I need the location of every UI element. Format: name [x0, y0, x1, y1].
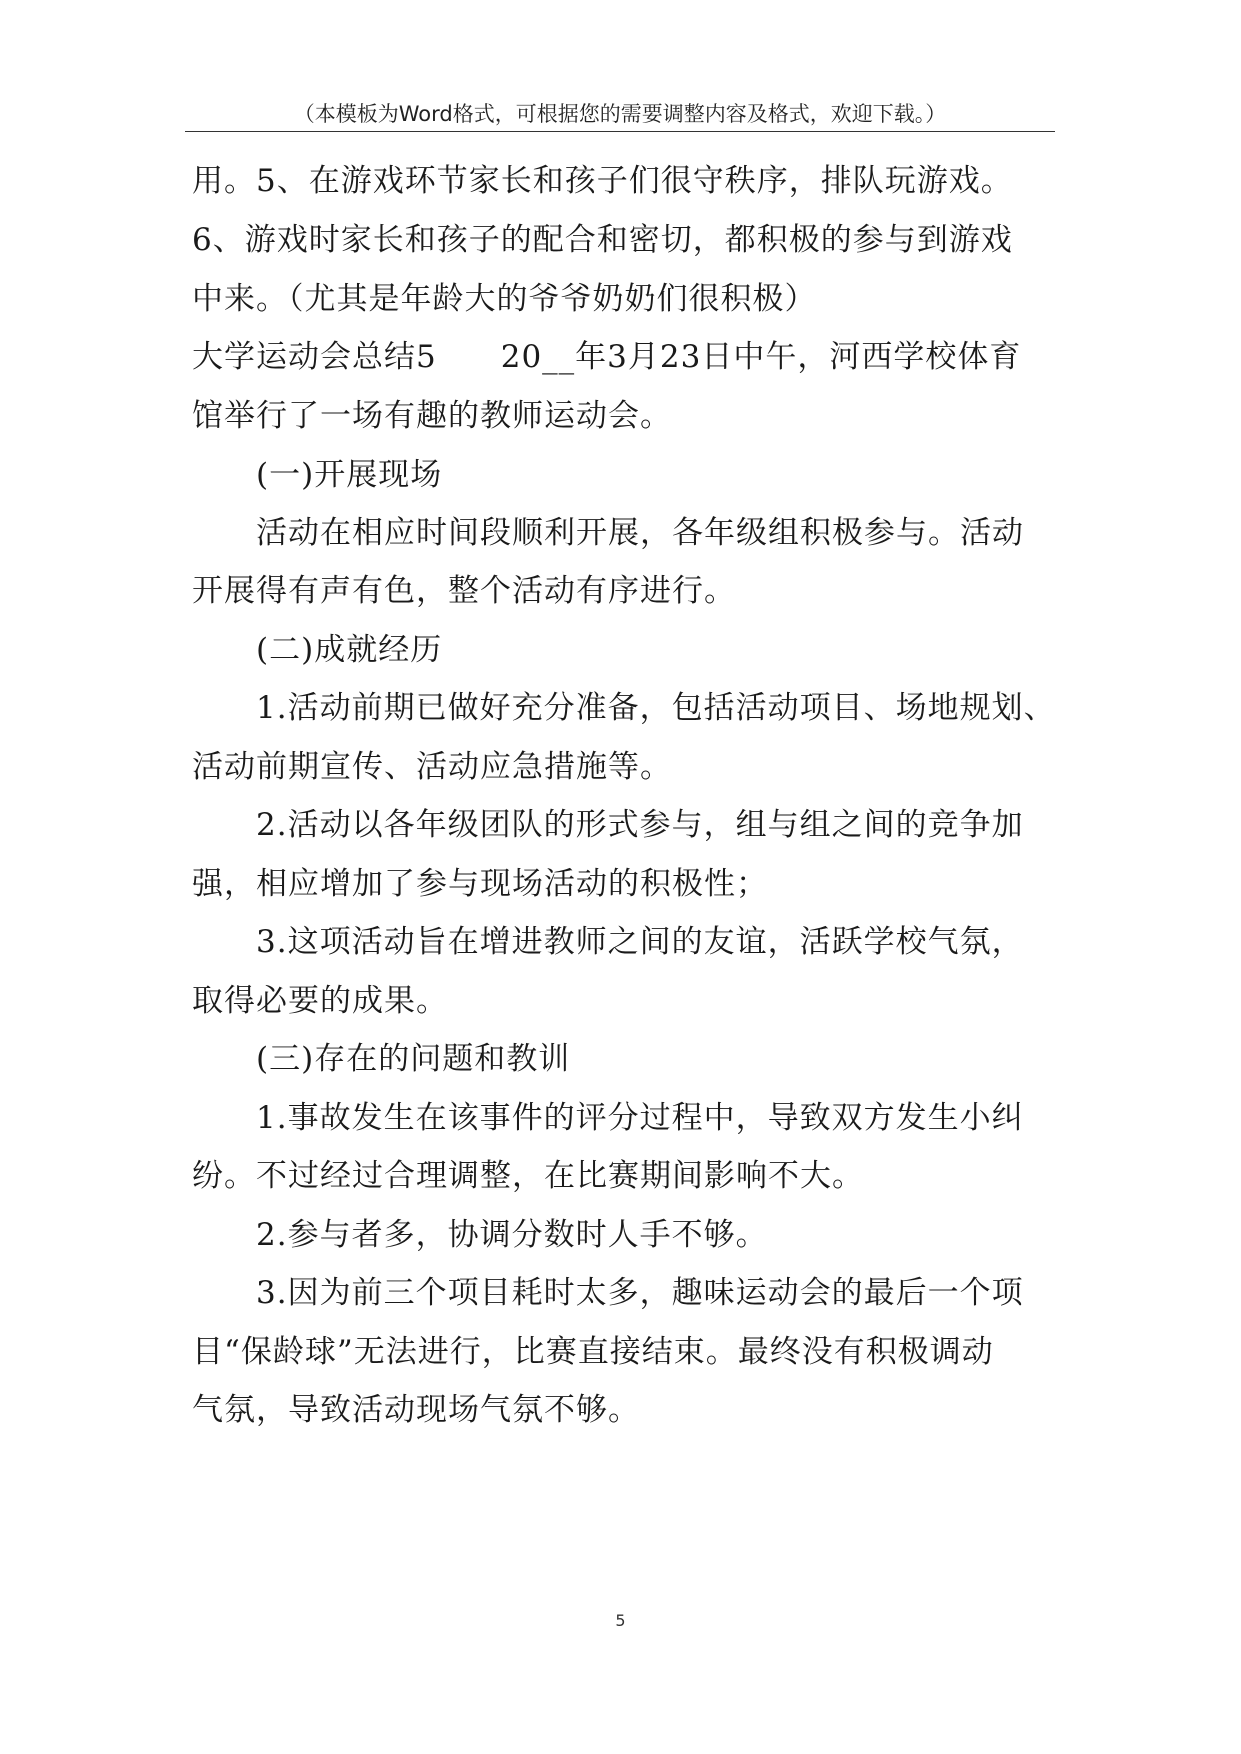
header-note: （本模板为Word格式，可根据您的需要调整内容及格式，欢迎下载。）	[293, 102, 947, 126]
subheading-1: (一)开展现场	[256, 457, 443, 493]
page-number: 5	[615, 1611, 626, 1630]
list-item: 3.因为前三个项目耗时太多，趣味运动会的最后一个项	[256, 1275, 1024, 1311]
subheading-3: (三)存在的问题和教训	[256, 1041, 571, 1077]
header-divider	[185, 131, 1055, 132]
list-item: 1.活动前期已做好充分准备，包括活动项目、场地规划、	[256, 690, 1056, 726]
body-line: 活动前期宣传、活动应急措施等。	[192, 749, 672, 785]
body-line: 6、游戏时家长和孩子的配合和密切，都积极的参与到游戏	[192, 222, 1013, 258]
body-line: 强，相应增加了参与现场活动的积极性；	[192, 866, 768, 902]
body-line: 取得必要的成果。	[192, 983, 448, 1019]
section-title-line: 大学运动会总结5 20__年3月23日中午，河西学校体育	[192, 339, 1022, 375]
body-line: 开展得有声有色，整个活动有序进行。	[192, 573, 736, 609]
list-item: 1.事故发生在该事件的评分过程中，导致双方发生小纠	[256, 1100, 1024, 1136]
body-line: 气氛，导致活动现场气氛不够。	[192, 1392, 640, 1428]
list-item: 2.活动以各年级团队的形式参与，组与组之间的竞争加	[256, 807, 1024, 843]
list-item: 2.参与者多，协调分数时人手不够。	[256, 1217, 768, 1253]
list-item: 3.这项活动旨在增进教师之间的友谊，活跃学校气氛，	[256, 924, 1024, 960]
body-line: 纷。不过经过合理调整，在比赛期间影响不大。	[192, 1158, 864, 1194]
body-line: 中来。（尤其是年龄大的爷爷奶奶们很积极）	[192, 281, 817, 317]
body-line: 用。5、在游戏环节家长和孩子们很守秩序，排队玩游戏。	[192, 163, 1013, 199]
body-line: 馆举行了一场有趣的教师运动会。	[192, 398, 672, 434]
subheading-2: (二)成就经历	[256, 632, 443, 668]
body-line: 活动在相应时间段顺利开展，各年级组积极参与。活动	[256, 515, 1024, 551]
body-line: 目“保龄球”无法进行，比赛直接结束。最终没有积极调动	[192, 1334, 994, 1370]
